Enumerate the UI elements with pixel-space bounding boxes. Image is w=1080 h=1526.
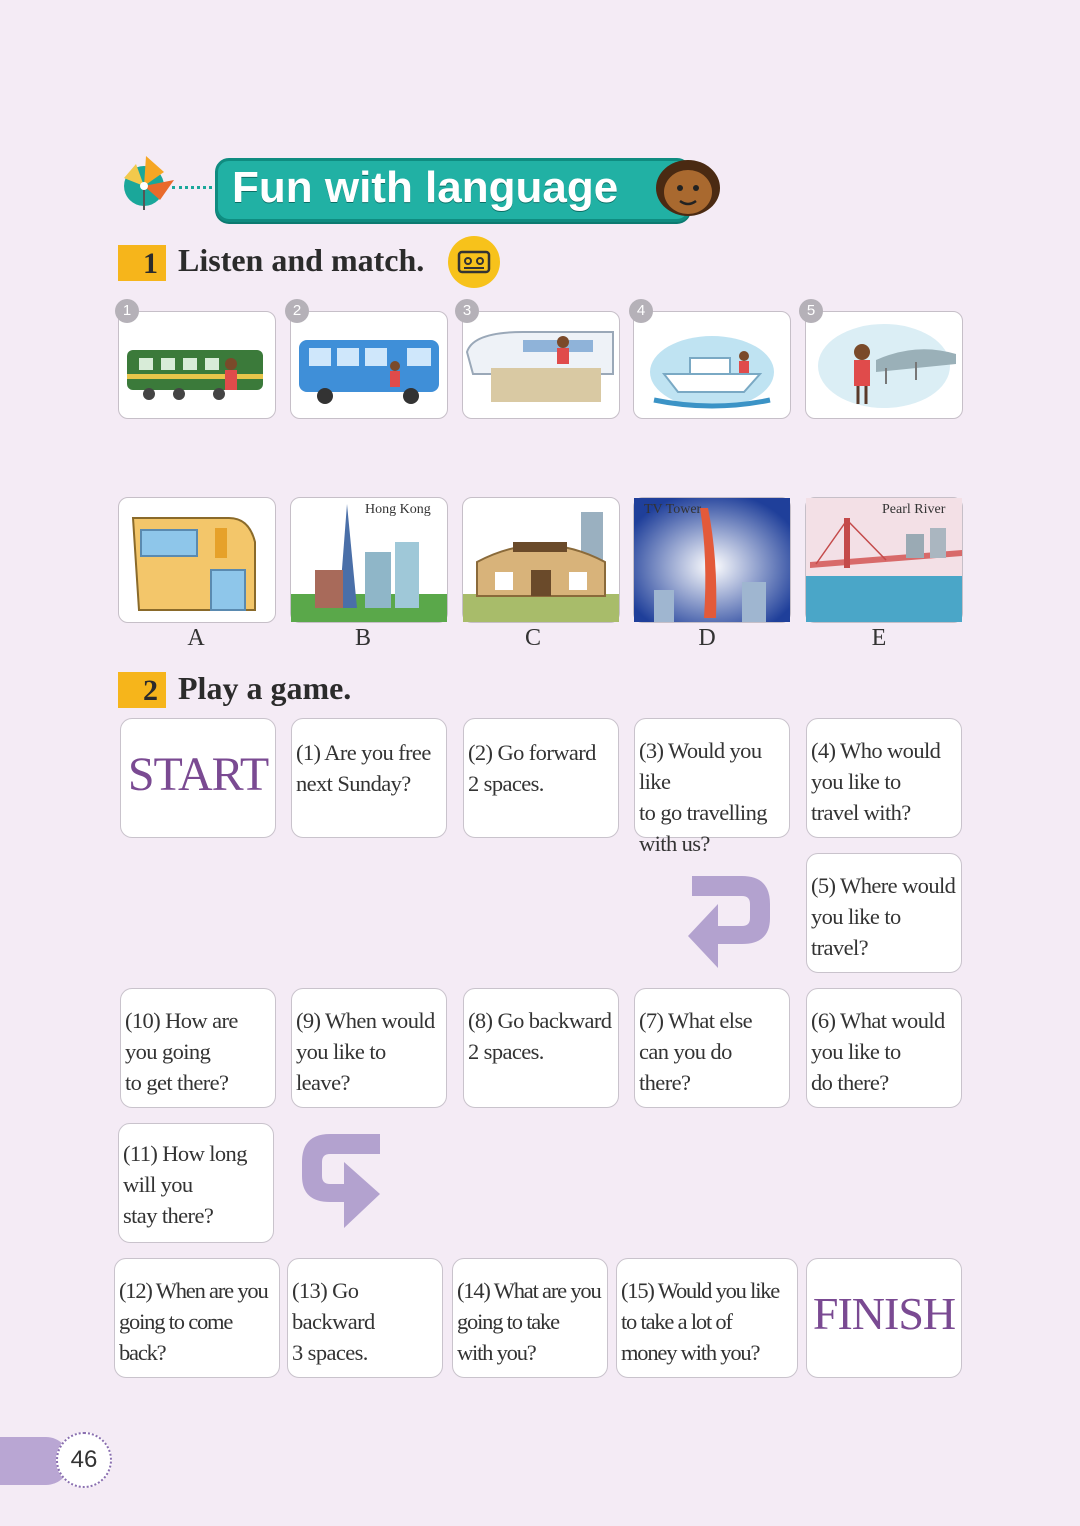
game-cell-text: (9) When would you like to leave?	[296, 1008, 435, 1095]
picture-museum[interactable]	[462, 497, 620, 623]
picture-number-badge: 2	[285, 299, 309, 323]
section-banner	[215, 158, 691, 222]
picture-letter: C	[524, 625, 541, 651]
picture-number-badge: 5	[799, 299, 823, 323]
game-cell-text: (7) What else can you do there?	[639, 1008, 752, 1095]
decorative-dots	[172, 186, 212, 191]
pinwheel-icon	[116, 150, 178, 212]
picture-letter: B	[354, 625, 371, 651]
picture-bus[interactable]	[290, 311, 448, 419]
game-cell-text: (15) Would you like to take a lot of money with you?	[621, 1278, 780, 1365]
game-cell-text: (14) What are you going to take with you?	[457, 1278, 601, 1365]
game-cell-text: (1) Are you free next Sunday?	[296, 740, 431, 796]
game-cell-text: (11) How long will you stay there?	[123, 1141, 247, 1228]
game-cell-text: (6) What would you like to do there?	[811, 1008, 945, 1095]
game-cell-start[interactable]	[120, 718, 276, 838]
game-cell-15[interactable]	[616, 1258, 798, 1378]
game-cell-13[interactable]	[287, 1258, 443, 1378]
child-face-icon	[650, 155, 722, 221]
arrow-turn-left-icon	[684, 868, 780, 976]
game-cell-3[interactable]	[634, 718, 790, 856]
section-title: Play a game.	[178, 670, 352, 706]
game-cell-7[interactable]	[634, 988, 790, 1108]
cassette-audio-icon[interactable]	[448, 236, 500, 288]
game-cell-text: (2) Go forward 2 spaces.	[468, 740, 596, 796]
finish-label: FINISH	[812, 1288, 956, 1339]
game-cell-9[interactable]	[291, 988, 447, 1108]
game-cell-4[interactable]	[806, 718, 962, 838]
section-number-tag: 1	[118, 245, 166, 281]
game-cell-finish[interactable]	[806, 1258, 962, 1378]
picture-letter: E	[871, 625, 887, 651]
picture-caption: Hong Kong	[365, 502, 431, 517]
game-cell-text: (13) Go backward 3 spaces.	[292, 1278, 375, 1365]
game-cell-text: (4) Who would you like to travel with?	[811, 738, 941, 825]
picture-station[interactable]	[118, 497, 276, 623]
picture-letter: A	[187, 625, 205, 651]
game-cell-text: (10) How are you going to get there?	[125, 1008, 238, 1095]
game-cell-11[interactable]	[118, 1123, 274, 1243]
game-cell-6[interactable]	[806, 988, 962, 1108]
picture-hong-kong[interactable]	[290, 497, 448, 623]
game-cell-text: (3) Would you like to go travelling with us?	[639, 738, 767, 856]
picture-number-badge: 1	[115, 299, 139, 323]
picture-number-badge: 4	[629, 299, 653, 323]
game-cell-12[interactable]	[114, 1258, 280, 1378]
section-number-tag: 2	[118, 672, 166, 708]
section-title: Listen and match.	[178, 242, 425, 278]
picture-boat[interactable]	[633, 311, 791, 419]
picture-pearl-river[interactable]	[805, 497, 963, 623]
game-cell-text: (8) Go backward 2 spaces.	[468, 1008, 612, 1064]
game-cell-10[interactable]	[120, 988, 276, 1108]
game-cell-8[interactable]	[463, 988, 619, 1108]
game-cell-5[interactable]	[806, 853, 962, 973]
game-cell-text: (12) When are you going to come back?	[119, 1278, 268, 1365]
picture-caption: TV Tower	[644, 502, 702, 517]
picture-bridge[interactable]	[805, 311, 963, 419]
page-title: Fun with language	[232, 163, 619, 212]
picture-caption: Pearl River	[882, 502, 946, 517]
game-cell-1[interactable]	[291, 718, 447, 838]
game-cell-text: (5) Where would you like to travel?	[811, 873, 956, 960]
picture-train[interactable]	[118, 311, 276, 419]
picture-high-speed-train[interactable]	[462, 311, 620, 419]
picture-number-badge: 3	[455, 299, 479, 323]
picture-tv-tower[interactable]	[633, 497, 791, 623]
game-cell-2[interactable]	[463, 718, 619, 838]
page-number: 46	[56, 1432, 112, 1488]
picture-letter: D	[698, 625, 716, 651]
game-cell-14[interactable]	[452, 1258, 608, 1378]
start-label: START	[127, 748, 269, 801]
arrow-turn-right-icon	[296, 1130, 386, 1234]
